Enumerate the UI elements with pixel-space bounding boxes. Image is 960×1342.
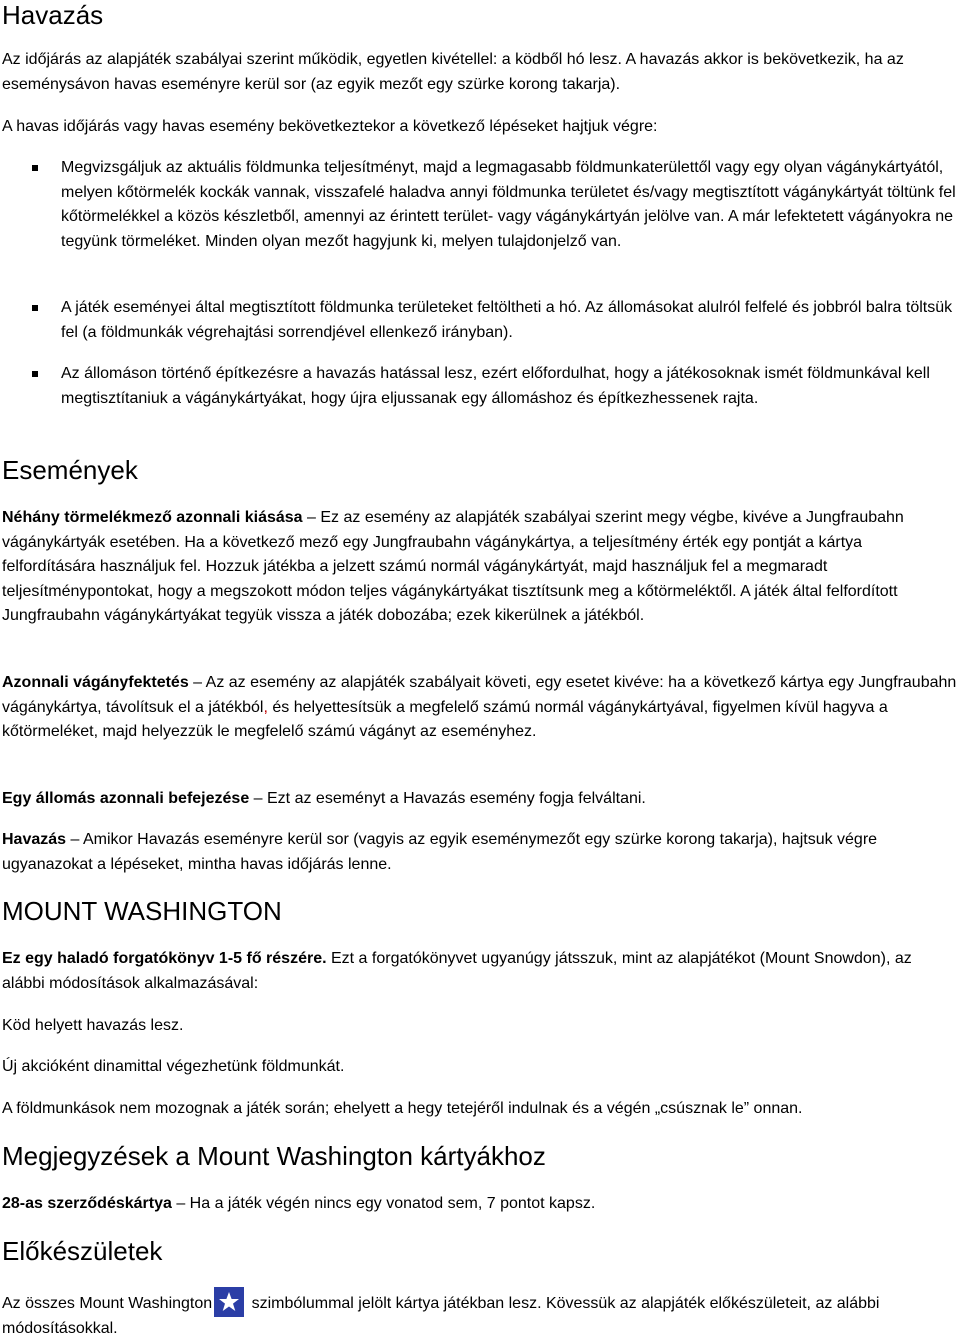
- event-1-text: – Ez az esemény az alapjáték szabályai szerint megy végbe, kivéve a Jungfraubahn vágánykártyák esetében. Ha a következő mező egy Jungfraubahn vágánykártya, a teljesítmény érték egy pontját a kártya felfordítására használjuk fel. Hozzuk játékba a jelzett számú normál vágánykártyát, majd használjuk fel a megmaradt teljesítménypontokat, hogy a megszokott módon teljes vágánykártyákat tisztítsunk meg a kőtörmeléktől. A játék által felfordított Jungfraubahn vágánykártyákat tegyük vissza a játék dobozába; ezek kikerülnek a játékból.: [2, 509, 904, 624]
- heading-card-notes: Megjegyzések a Mount Washington kártyákhoz: [2, 1141, 546, 1171]
- bullet-icon: [32, 165, 38, 171]
- bullet-text: A játék eseményei által megtisztított földmunka területeket feltöltheti a hó. Az állomásokat alulról felfelé és jobbról balra töltsük fel (a földmunkák végrehajtási sorrendjével ellenkező irányban).: [61, 299, 953, 341]
- mount-paragraph-2: Köd helyett havazás lesz.: [2, 1017, 184, 1034]
- event-3-title: Egy állomás azonnali befejezése: [2, 790, 250, 807]
- havazas-paragraph-2: A havas időjárás vagy havas esemény bekövetkeztekor a következő lépéseket hajtjuk végre:: [2, 118, 658, 135]
- event-4-title: Havazás: [2, 831, 67, 848]
- contract-card-text: – Ha a játék végén nincs egy vonatod sem, 7 pontot kapsz.: [171, 1195, 596, 1212]
- event-2-text-b: és helyettesítsük a megfelelő számú normál vágánykártyával, figyelmen kívül hagyva a kőtörmeléket, majd helyezzük le megfelelő számú vágányt az eseményhez.: [2, 698, 888, 740]
- event-2-title: Azonnali vágányfektetés: [2, 674, 189, 691]
- heading-havazas: Havazás: [2, 0, 104, 30]
- star-icon-svg: [217, 1290, 241, 1314]
- bullet-text: Az állomáson történő építkezésre a havazás hatással lesz, ezért előfordulhat, hogy a játékosoknak ismét földmunkával kell megtisztítaniuk a vágánykártyákat, hogy újra eljussanak egy állomáshoz és építkezhessenek rajta.: [61, 365, 930, 407]
- event-3-text: – Ezt az eseményt a Havazás esemény fogja felváltani.: [249, 790, 646, 807]
- havazas-paragraph-1: Az időjárás az alapjáték szabályai szerint működik, egyetlen kivétellel: a ködből hó lesz. A havazás akkor is bekövetkezik, ha az eseménysávon havas eseményre kerül sor (az egyik mezőt egy szürke korong takarja).: [2, 51, 904, 93]
- event-1-title: Néhány törmelékmező azonnali kiásása: [2, 509, 303, 526]
- mount-paragraph-1: [2, 947, 958, 996]
- contract-card-title: 28-as szerződéskártya: [2, 1195, 172, 1212]
- event-paragraph-2: [2, 671, 958, 745]
- event-4-text: – Amikor Havazás eseményre kerül sor (vagyis az egyik eseménymezőt egy szürke korong takarja), hajtsuk végre ugyanazokat a lépéseket, mintha havas időjárás lenne.: [2, 831, 878, 873]
- bullet-text: Megvizsgáljuk az aktuális földmunka teljesítményt, majd a legmagasabb földmunkaterülettől vagy egy olyan vágánykártyától, melyen kőtörmelék kockák vannak, visszafelé haladva annyi földmunka területet és/vagy megtisztított vágánykártyát töltünk fel kőtörmelékkel a közös készletből, amennyi az érintett terület- vagy vágánykártyán jelölve van. A már lefektetett vágányokra ne tegyünk törmeléket. Minden olyan mezőt hagyjunk ki, melyen tulajdonjelző van.: [61, 159, 956, 250]
- star-icon: [214, 1287, 244, 1317]
- bullet-icon: [32, 371, 38, 377]
- event-paragraph-3: [2, 787, 958, 812]
- prep-paragraph-1: [2, 1287, 958, 1342]
- heading-mount-washington: MOUNT WASHINGTON: [2, 896, 282, 926]
- prep-text-b: szimbólummal jelölt kártya játékban lesz. Kövessük az alapjáték előkészületeit, az alábbi módosításokkal.: [2, 1295, 880, 1337]
- havazas-bullet-list: [2, 156, 958, 254]
- mount-intro-text: Ezt a forgatókönyvet ugyanúgy játsszuk, mint az alapjátékot (Mount Snowdon), az alábbi módosítások alkalmazásával:: [2, 950, 912, 992]
- heading-elokeszuletek: Előkészületek: [2, 1236, 163, 1266]
- heading-esemenyek: Események: [2, 455, 138, 485]
- event-paragraph-4: [2, 828, 958, 877]
- notes-paragraph-1: [2, 1192, 958, 1217]
- event-paragraph-1: [2, 506, 958, 629]
- mount-intro-bold: Ez egy haladó forgatókönyv 1-5 fő részére.: [2, 950, 327, 967]
- mount-paragraph-3: Új akcióként dinamittal végezhetünk földmunkát.: [2, 1058, 345, 1075]
- list-item: [2, 362, 958, 411]
- list-item: [2, 156, 958, 254]
- event-2-text-a: – Az az esemény az alapjáték szabályait követi, egy esetet kivéve: ha a következő kártya egy Jungfraubahn vágánykártya, távolítsuk el a játékból: [2, 674, 957, 716]
- mount-paragraph-4: A földmunkások nem mozognak a játék során; ehelyett a hegy tetejéről indulnak és a végén „csúsznak le” onnan.: [2, 1100, 803, 1117]
- list-item: [2, 296, 958, 345]
- prep-text-a: Az összes Mount Washington: [2, 1295, 213, 1312]
- bullet-icon: [32, 305, 38, 311]
- event-2-comma: ,: [263, 698, 268, 716]
- section-havazas-title: [2, 0, 958, 30]
